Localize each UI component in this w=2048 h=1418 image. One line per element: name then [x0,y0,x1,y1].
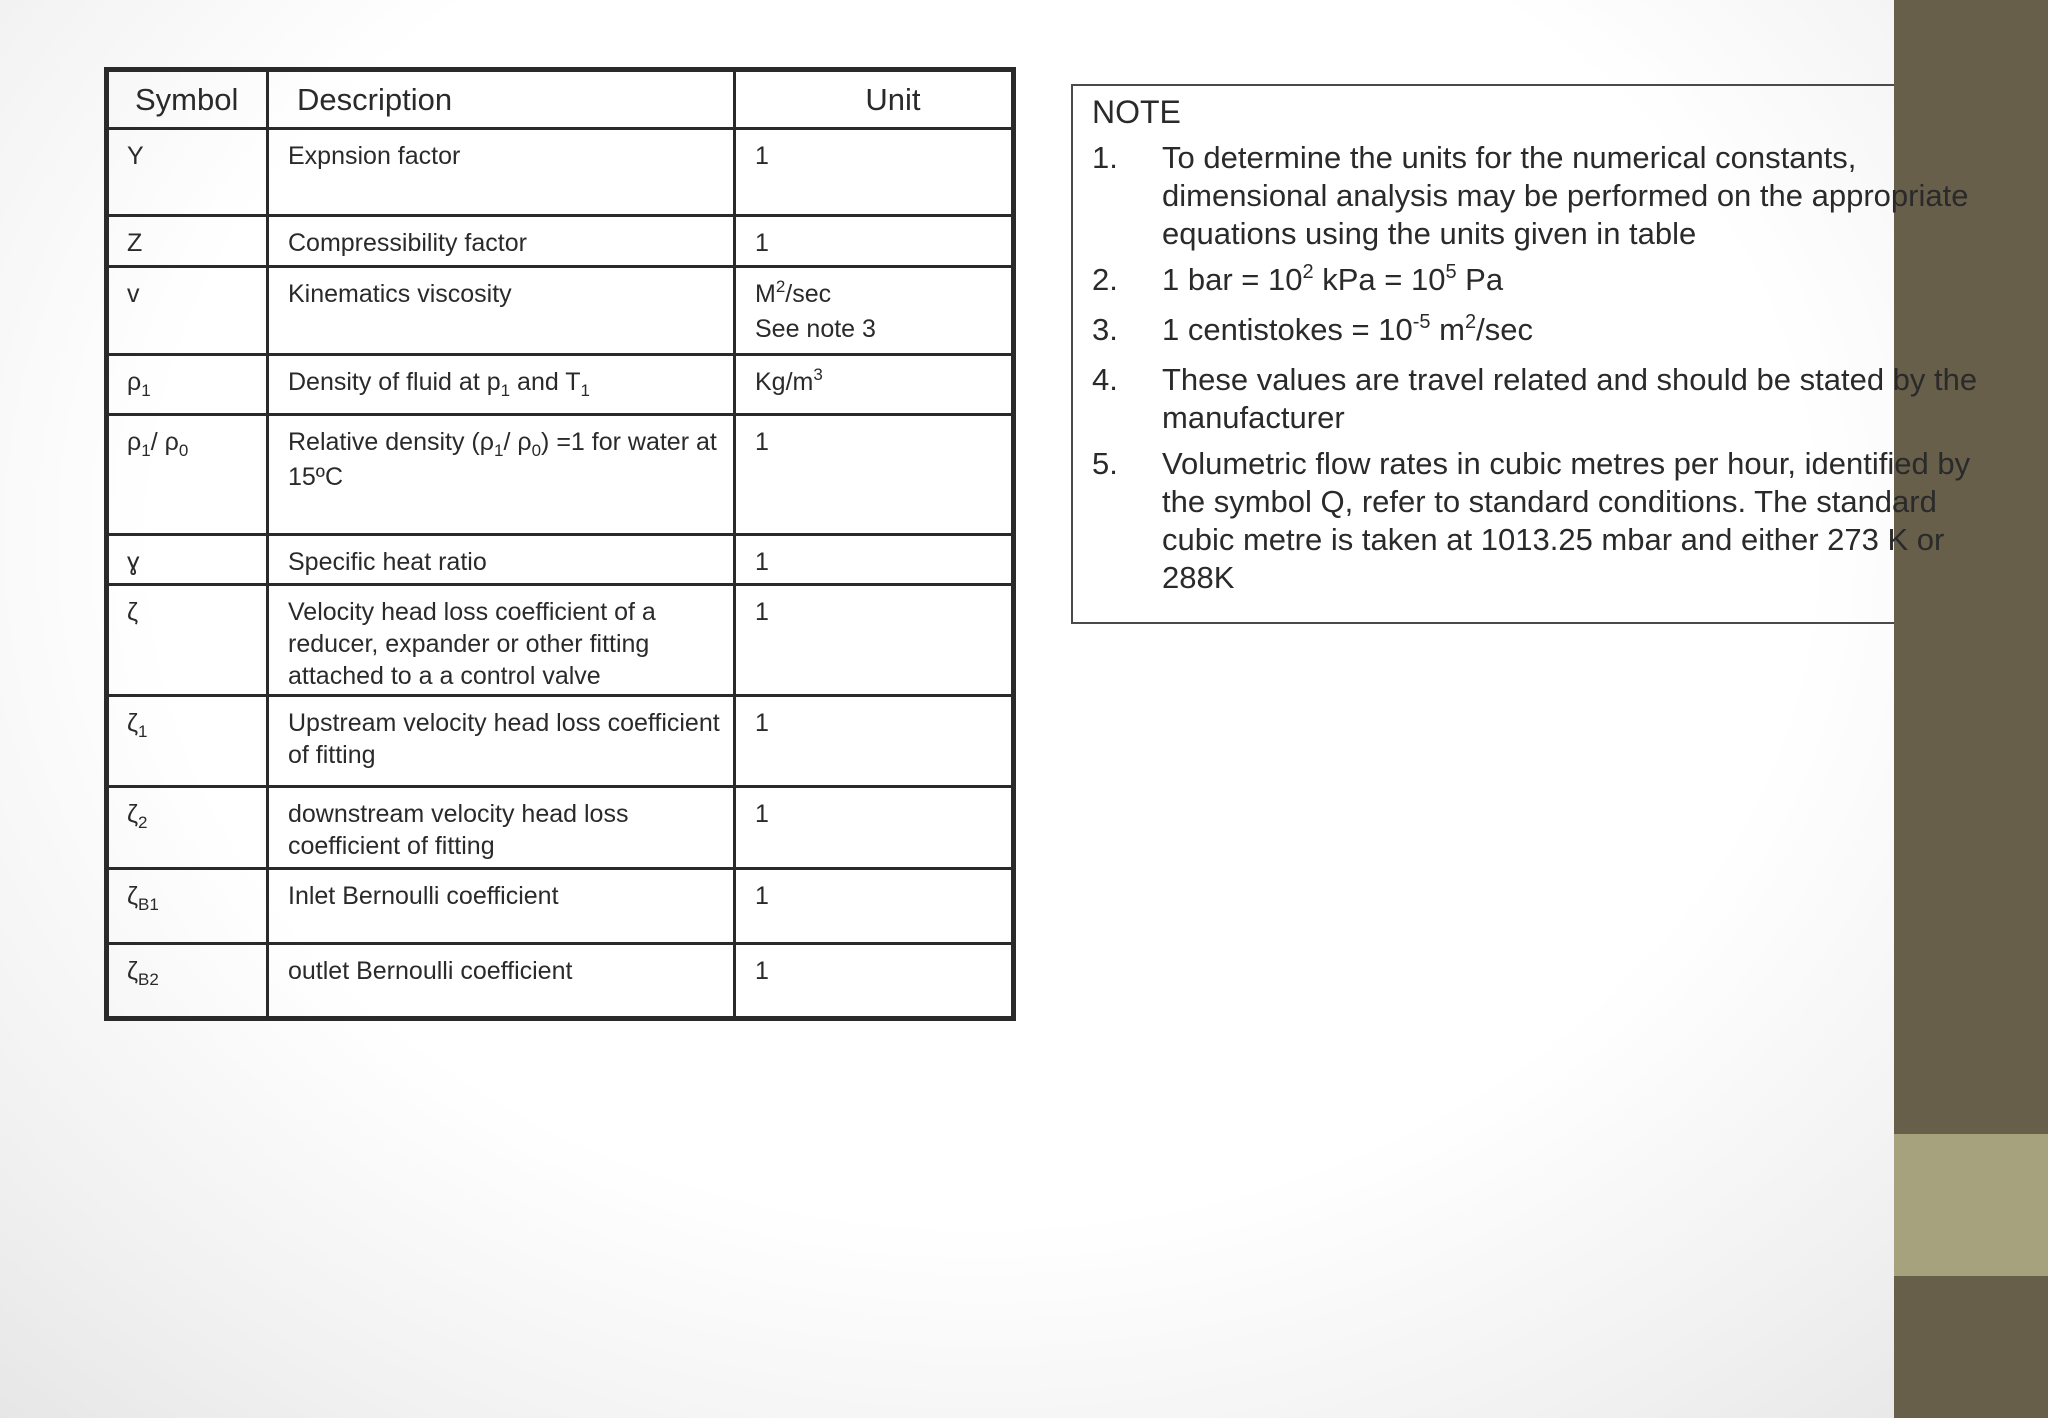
description-cell: Expnsion factor [268,129,735,216]
description-cell: Kinematics viscosity [268,267,735,355]
description-cell: Inlet Bernoulli coefficient [268,869,735,944]
note-item [1092,361,1992,437]
see-note-text: See note 3 [755,315,876,343]
note-list [1092,139,1992,605]
symbol-cell: $\zeta_{B1}$ [107,869,268,944]
note-number: 2. [1092,262,1118,297]
note-text: 1 bar = $10^2$ kPa = $10^5$ Pa [1162,261,1504,297]
unit-cell: $M^2/\sec$ See note 3 [735,267,1014,355]
note-text: Volumetric flow rates in cubic metres per hour, identified by the symbol Q, refer to standard conditions. The standard cubic metre is taken at 1013.25 mbar and either 273 K or 288K [1162,446,1971,595]
symbol-table [104,67,1016,1021]
table-row [107,944,1014,1019]
unit-cell: $Kg/m^3$ [735,355,1014,415]
note-item [1092,445,1992,597]
symbol-cell: ζ [107,585,268,696]
symbol-cell: Z [107,216,268,267]
table-row [107,696,1014,787]
unit-cell: 1 [735,535,1014,585]
header-symbol: Symbol [107,70,268,129]
description-cell: Velocity head loss coefficient of a reducer, expander or other fitting attached to a a control valve [268,585,735,696]
header-unit: Unit [735,70,1014,129]
symbol-cell: $\zeta_1$ [107,696,268,787]
unit-cell: 1 [735,216,1014,267]
note-text: To determine the units for the numerical constants, dimensional analysis may be performed on the appropriate equations using the units given in table [1162,140,1969,251]
note-number: 1. [1092,140,1118,175]
description-cell: Relative density ($\rho_1/$ $\rho_0) =1$ for water at 15ºC [268,415,735,535]
unit-cell: 1 [735,787,1014,869]
note-text: These values are travel related and should be stated by the manufacturer [1162,362,1978,435]
header-description: Description [268,70,735,129]
note-number: 5. [1092,446,1118,481]
table-row [107,869,1014,944]
description-cell: Compressibility factor [268,216,735,267]
side-accent-block [1894,1134,2048,1276]
note-title: NOTE [1092,94,1181,130]
note-number: 4. [1092,362,1118,397]
table-row [107,787,1014,869]
note-item [1092,261,1992,303]
unit-cell: 1 [735,415,1014,535]
table-row [107,355,1014,415]
description-cell: Upstream velocity head loss coefficient of fitting [268,696,735,787]
table-row [107,585,1014,696]
description-cell: Specific heat ratio [268,535,735,585]
note-item [1092,311,1992,353]
note-text: 1 centistokes = $10^{-5}$ $m^2/\sec$ [1162,311,1533,347]
description-cell: outlet Bernoulli coefficient [268,944,735,1019]
unit-cell: 1 [735,129,1014,216]
symbol-cell: ɣ [107,535,268,585]
table-header-row [107,70,1014,129]
table-row [107,267,1014,355]
table-row [107,129,1014,216]
table-row [107,216,1014,267]
symbol-cell: $\rho_1$ [107,355,268,415]
symbol-cell: $\zeta_2$ [107,787,268,869]
table-row [107,415,1014,535]
symbol-cell: v [107,267,268,355]
unit-cell: 1 [735,944,1014,1019]
unit-cell: 1 [735,869,1014,944]
symbol-cell: $\zeta_{B2}$ [107,944,268,1019]
note-item [1092,139,1992,253]
description-cell: Density of fluid at $p_1$ and $T_1$ [268,355,735,415]
table-row [107,535,1014,585]
description-cell: downstream velocity head loss coefficient of fitting [268,787,735,869]
note-number: 3. [1092,312,1118,347]
symbol-cell: $\rho_1/$ $\rho_0$ [107,415,268,535]
symbol-cell: Y [107,129,268,216]
unit-cell: 1 [735,585,1014,696]
unit-cell: 1 [735,696,1014,787]
